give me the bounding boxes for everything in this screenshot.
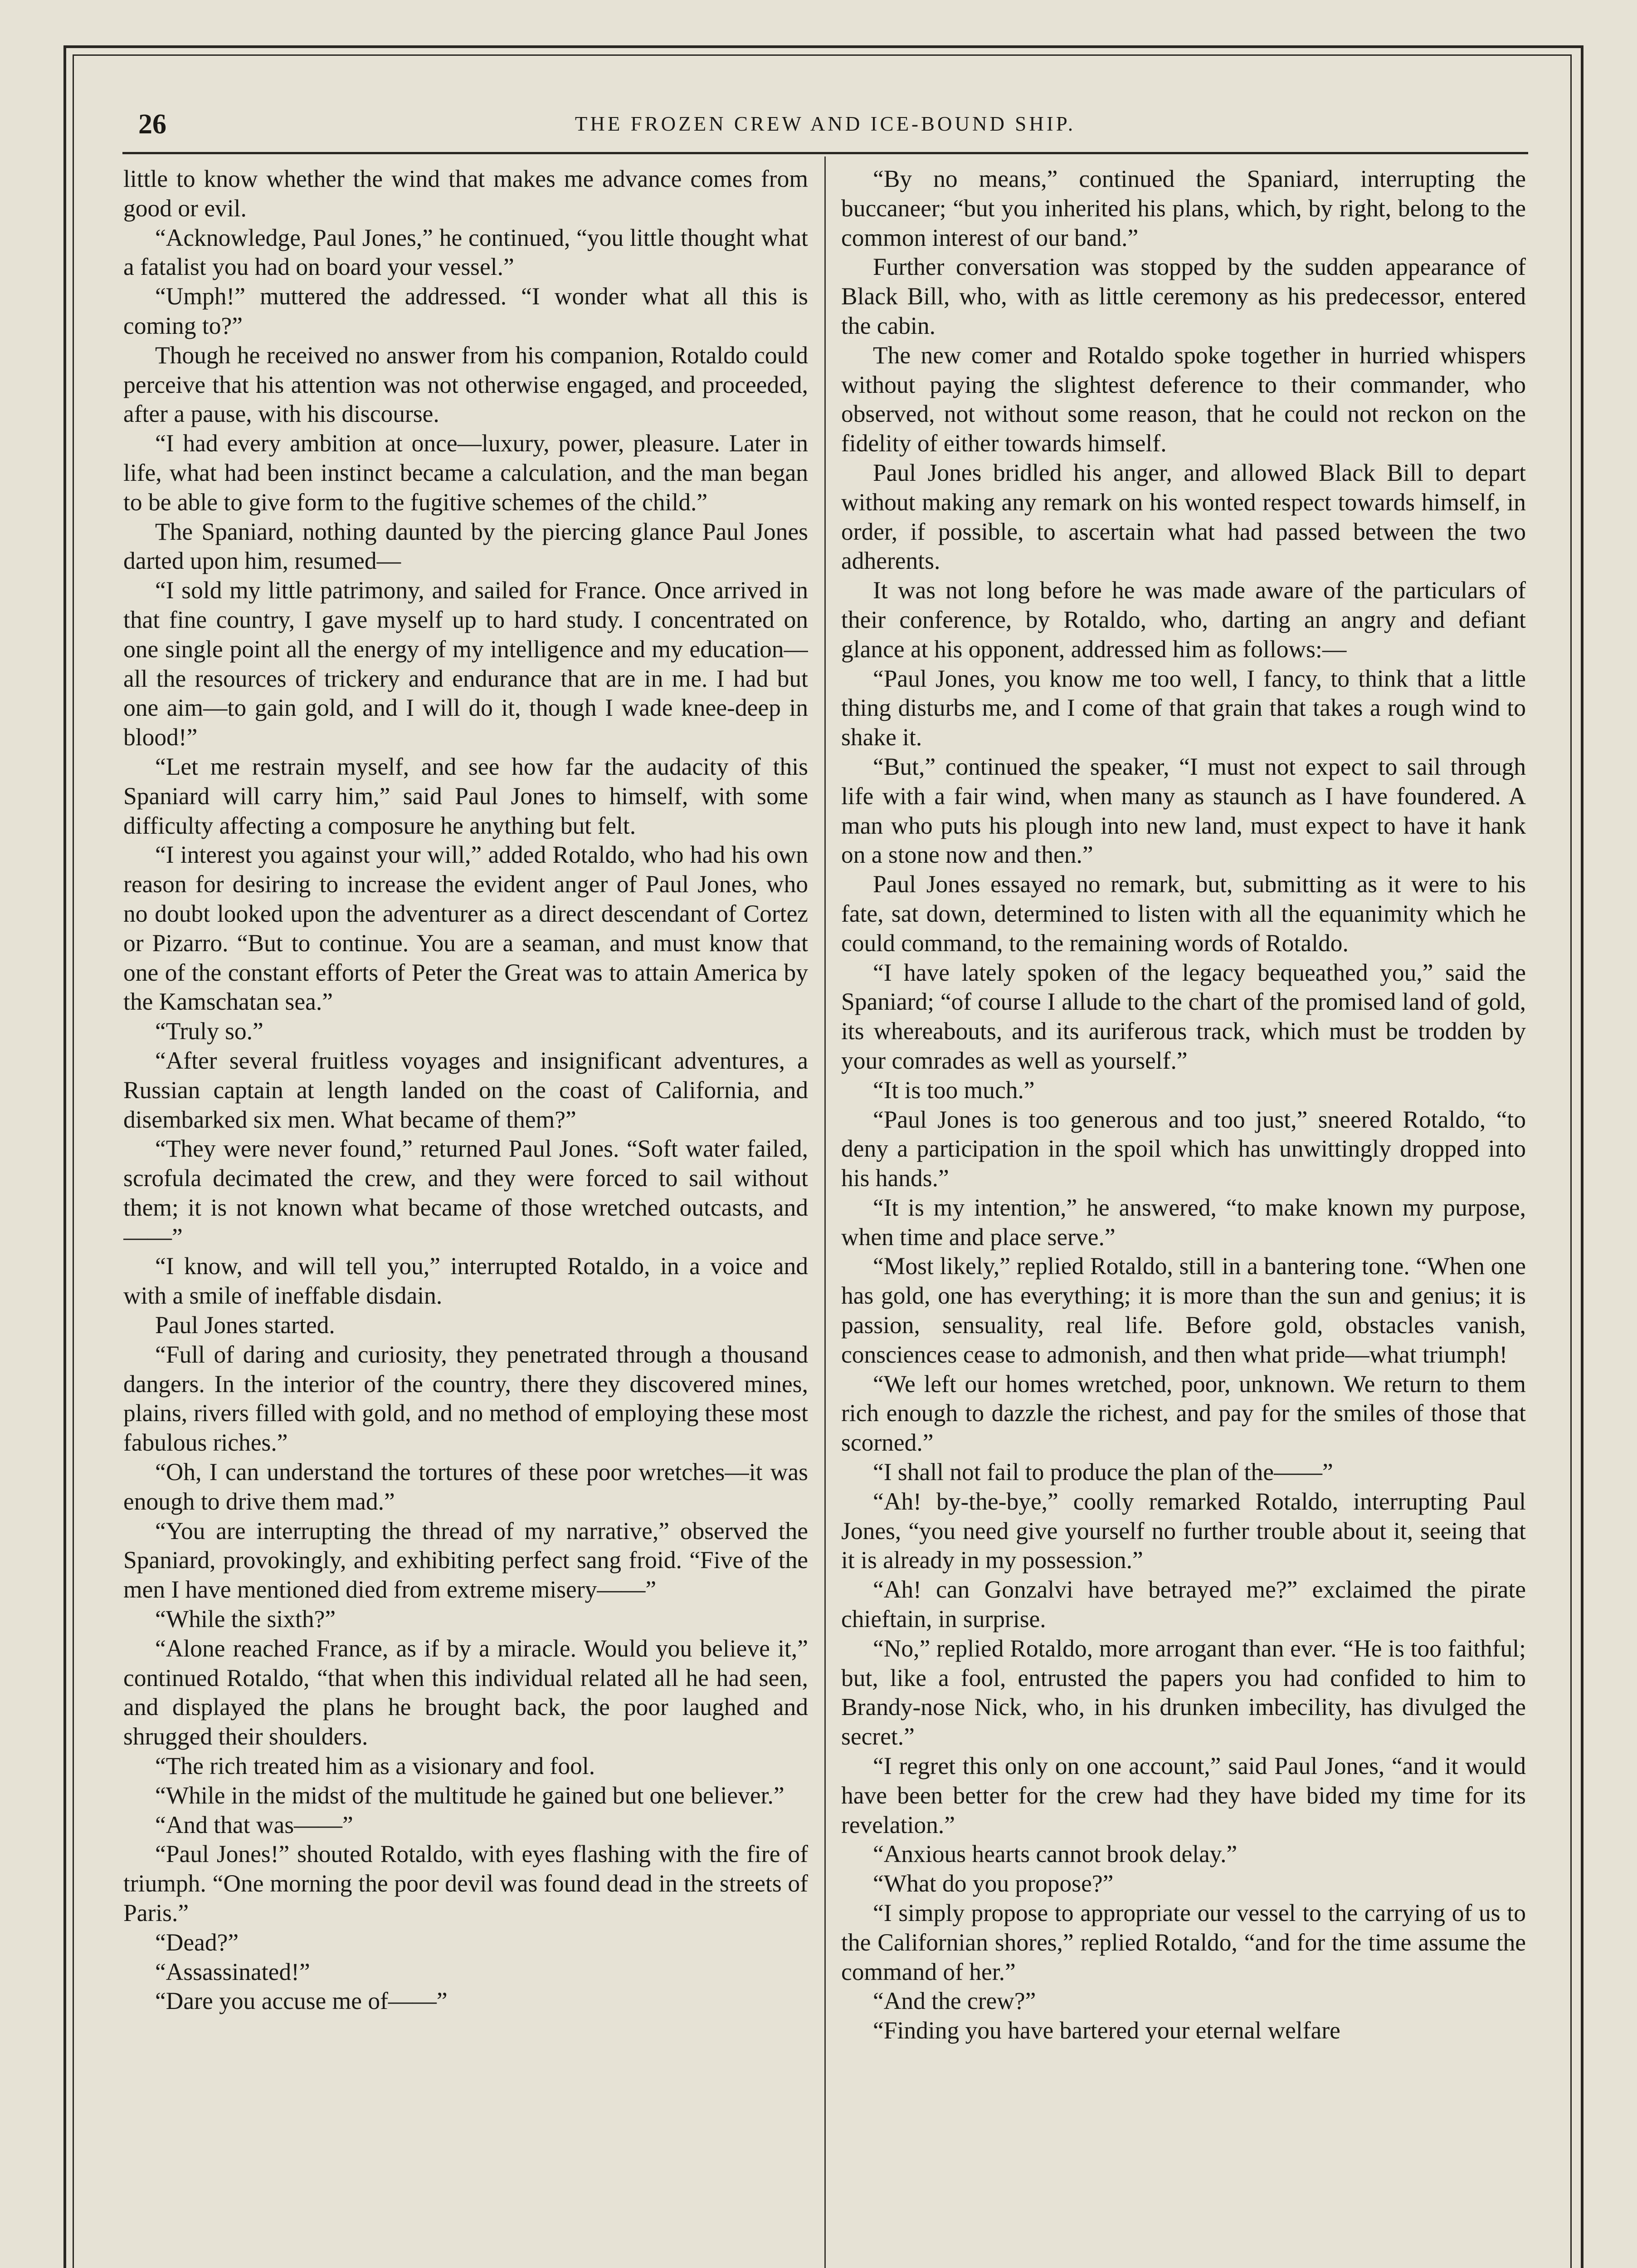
column-divider [824, 156, 826, 2268]
paragraph: “What do you propose?” [873, 1870, 1114, 1897]
paragraph: little to know whether the wind that makes me advance comes from good or evil. [123, 165, 808, 222]
paragraph: “After several fruitless voyages and insignificant adventures, a Russian captain at length landed on the coast of California, and disembarked six men. What became of them?” [123, 1046, 808, 1133]
paragraph: “We left our homes wretched, poor, unknown. We return to them rich enough to dazzle the richest, and pay for the smiles of those that scorned.” [841, 1370, 1526, 1457]
paragraph: “I sold my little patrimony, and sailed for France. Once arrived in that fine country, I gave myself up to hard study. I concentrated on one single point all the energy of my intelligence and my education—all the resources of trickery and endurance that are in me. I had but one aim—to gain gold, and I will do it, though I wade knee-deep in blood!” [123, 577, 808, 751]
paragraph: “Paul Jones is too generous and too just,” sneered Rotaldo, “to deny a participation in the spoil which has unwittingly dropped into his hands.” [841, 1105, 1526, 1192]
paragraph: Though he received no answer from his companion, Rotaldo could perceive that his attention was not otherwise engaged, and proceeded, after a pause, with his discourse. [123, 341, 808, 428]
paragraph: “By no means,” continued the Spaniard, interrupting the buccaneer; “but you inherited his plans, which, by right, belong to the common interest of our band.” [841, 165, 1526, 251]
paragraph: “Acknowledge, Paul Jones,” he continued, “you little thought what a fatalist you had on board your vessel.” [123, 224, 808, 281]
paragraph: “Alone reached France, as if by a miracle. Would you believe it,” continued Rotaldo, “that when this individual related all he had seen, and displayed the plans he brought back, the poor laughed and shrugged their shoulders. [123, 1634, 808, 1750]
paragraph: The Spaniard, nothing daunted by the piercing glance Paul Jones darted upon him, resumed— [123, 518, 808, 575]
paragraph: “Ah! can Gonzalvi have betrayed me?” exclaimed the pirate chieftain, in surprise. [841, 1576, 1526, 1633]
paragraph: Paul Jones bridled his anger, and allowed Black Bill to depart without making any remark on his wonted respect towards himself, in order, if possible, to ascertain what had passed between the two adherents. [841, 459, 1526, 575]
paragraph: “Most likely,” replied Rotaldo, still in a bantering tone. “When one has gold, one has everything; it is more than the sun and genius; it is passion, sensuality, real life. Before gold, obstacles vanish, consciences cease to admonish, and then what pride—what triumph! [841, 1252, 1526, 1368]
paragraph: “Full of daring and curiosity, they penetrated through a thousand dangers. In the interior of the country, there they discovered mines, plains, rivers filled with gold, and no method of employing these most fabulous riches.” [123, 1340, 808, 1457]
paragraph: “I shall not fail to produce the plan of the——” [873, 1458, 1333, 1486]
paragraph: “I simply propose to appropriate our vessel to the carrying of us to the Californian shores,” replied Rotaldo, “and for the time assume the command of her.” [841, 1899, 1526, 1985]
paragraph: “Anxious hearts cannot brook delay.” [873, 1840, 1237, 1868]
paragraph: “And the crew?” [873, 1987, 1036, 2015]
right-column [841, 164, 1526, 2268]
paragraph: “I interest you against your will,” added Rotaldo, who had his own reason for desiring to increase the evident anger of Paul Jones, who no doubt looked upon the adventurer as a direct descendant of Cortez or Pizarro. “But to continue. You are a seaman, and must know that one of the constant efforts of Peter the Great was to attain America by the Kamschatan sea.” [123, 841, 808, 1016]
paragraph: Further conversation was stopped by the sudden appearance of Black Bill, who, with as little ceremony as his predecessor, entered the cabin. [841, 253, 1526, 339]
running-title: THE FROZEN CREW AND ICE-BOUND SHIP. [575, 112, 1076, 135]
page-number: 26 [138, 109, 166, 140]
paragraph: “Finding you have bartered your eternal welfare [873, 2017, 1340, 2044]
paragraph: It was not long before he was made aware of the particulars of their conference, by Rotaldo, who, darting an angry and defiant glance at his opponent, addressed him as follows:— [841, 577, 1526, 663]
paragraph: “They were never found,” returned Paul Jones. “Soft water failed, scrofula decimated the crew, and they were forced to sail without them; it is not known what became of those wretched outcasts, and——” [123, 1135, 808, 1251]
paragraph: “No,” replied Rotaldo, more arrogant than ever. “He is too faithful; but, like a fool, entrusted the papers you had confided to him to Brandy-nose Nick, who, in his drunken imbecility, has divulged the secret.” [841, 1634, 1526, 1750]
paragraph: “You are interrupting the thread of my narrative,” observed the Spaniard, provokingly, and exhibiting perfect sang froid. “Five of the men I have mentioned died from extreme misery——” [123, 1517, 808, 1603]
paragraph: “While the sixth?” [155, 1605, 336, 1633]
paragraph: “Paul Jones, you know me too well, I fancy, to think that a little thing disturbs me, and I come of that grain that takes a rough wind to shake it. [841, 665, 1526, 751]
paragraph: “Umph!” muttered the addressed. “I wonder what all this is coming to?” [123, 283, 808, 339]
paragraph: “Dead?” [155, 1928, 239, 1956]
paragraph: “Let me restrain myself, and see how far the audacity of this Spaniard will carry him,” said Paul Jones to himself, with some difficulty affecting a composure he anything but felt. [123, 753, 808, 839]
paragraph: “It is too much.” [873, 1076, 1035, 1104]
paragraph: “I regret this only on one account,” said Paul Jones, “and it would have been better for the crew had they have bided my time for its revelation.” [841, 1752, 1526, 1838]
paragraph: “The rich treated him as a visionary and fool. [155, 1752, 595, 1780]
paragraph: “Paul Jones!” shouted Rotaldo, with eyes flashing with the fire of triumph. “One morning the poor devil was found dead in the streets of Paris.” [123, 1840, 808, 1927]
paragraph: “While in the midst of the multitude he gained but one believer.” [155, 1781, 784, 1809]
paragraph: “Truly so.” [155, 1017, 263, 1045]
paragraph: “And that was——” [155, 1811, 353, 1838]
paragraph: “But,” continued the speaker, “I must not expect to sail through life with a fair wind, when many as staunch as I have foundered. A man who puts his plough into new land, must expect to have it hank on a stone now and then.” [841, 753, 1526, 869]
paragraph: Paul Jones essayed no remark, but, submitting as it were to his fate, sat down, determined to listen with all the equanimity which he could command, to the remaining words of Rotaldo. [841, 870, 1526, 957]
paragraph: “Dare you accuse me of——” [155, 1987, 448, 2015]
paragraph: “Oh, I can understand the tortures of these poor wretches—it was enough to drive them mad.” [123, 1458, 808, 1515]
page-header [122, 102, 1528, 154]
paragraph: “I know, and will tell you,” interrupted Rotaldo, in a voice and with a smile of ineffable disdain. [123, 1252, 808, 1310]
paragraph: “Ah! by-the-bye,” coolly remarked Rotaldo, interrupting Paul Jones, “you need give yourself no further trouble about it, seeing that it is already in my possession.” [841, 1487, 1526, 1574]
paragraph: Paul Jones started. [155, 1311, 335, 1339]
paragraph: “I had every ambition at once—luxury, power, pleasure. Later in life, what had been instinct became a calculation, and the man began to be able to give form to the fugitive schemes of the child.” [123, 430, 808, 516]
paragraph: The new comer and Rotaldo spoke together in hurried whispers without paying the slightest deference to their commander, who observed, not without some reason, that he could not reckon on the fidelity of either towards himself. [841, 341, 1526, 457]
left-column [123, 164, 808, 2268]
paragraph: “It is my intention,” he answered, “to make known my purpose, when time and place serve.” [841, 1193, 1526, 1251]
paragraph: “Assassinated!” [155, 1958, 310, 1985]
paragraph: “I have lately spoken of the legacy bequeathed you,” said the Spaniard; “of course I allude to the chart of the promised land of gold, its whereabouts, and its auriferous track, which must be trodden by your comrades as well as yourself.” [841, 958, 1526, 1074]
